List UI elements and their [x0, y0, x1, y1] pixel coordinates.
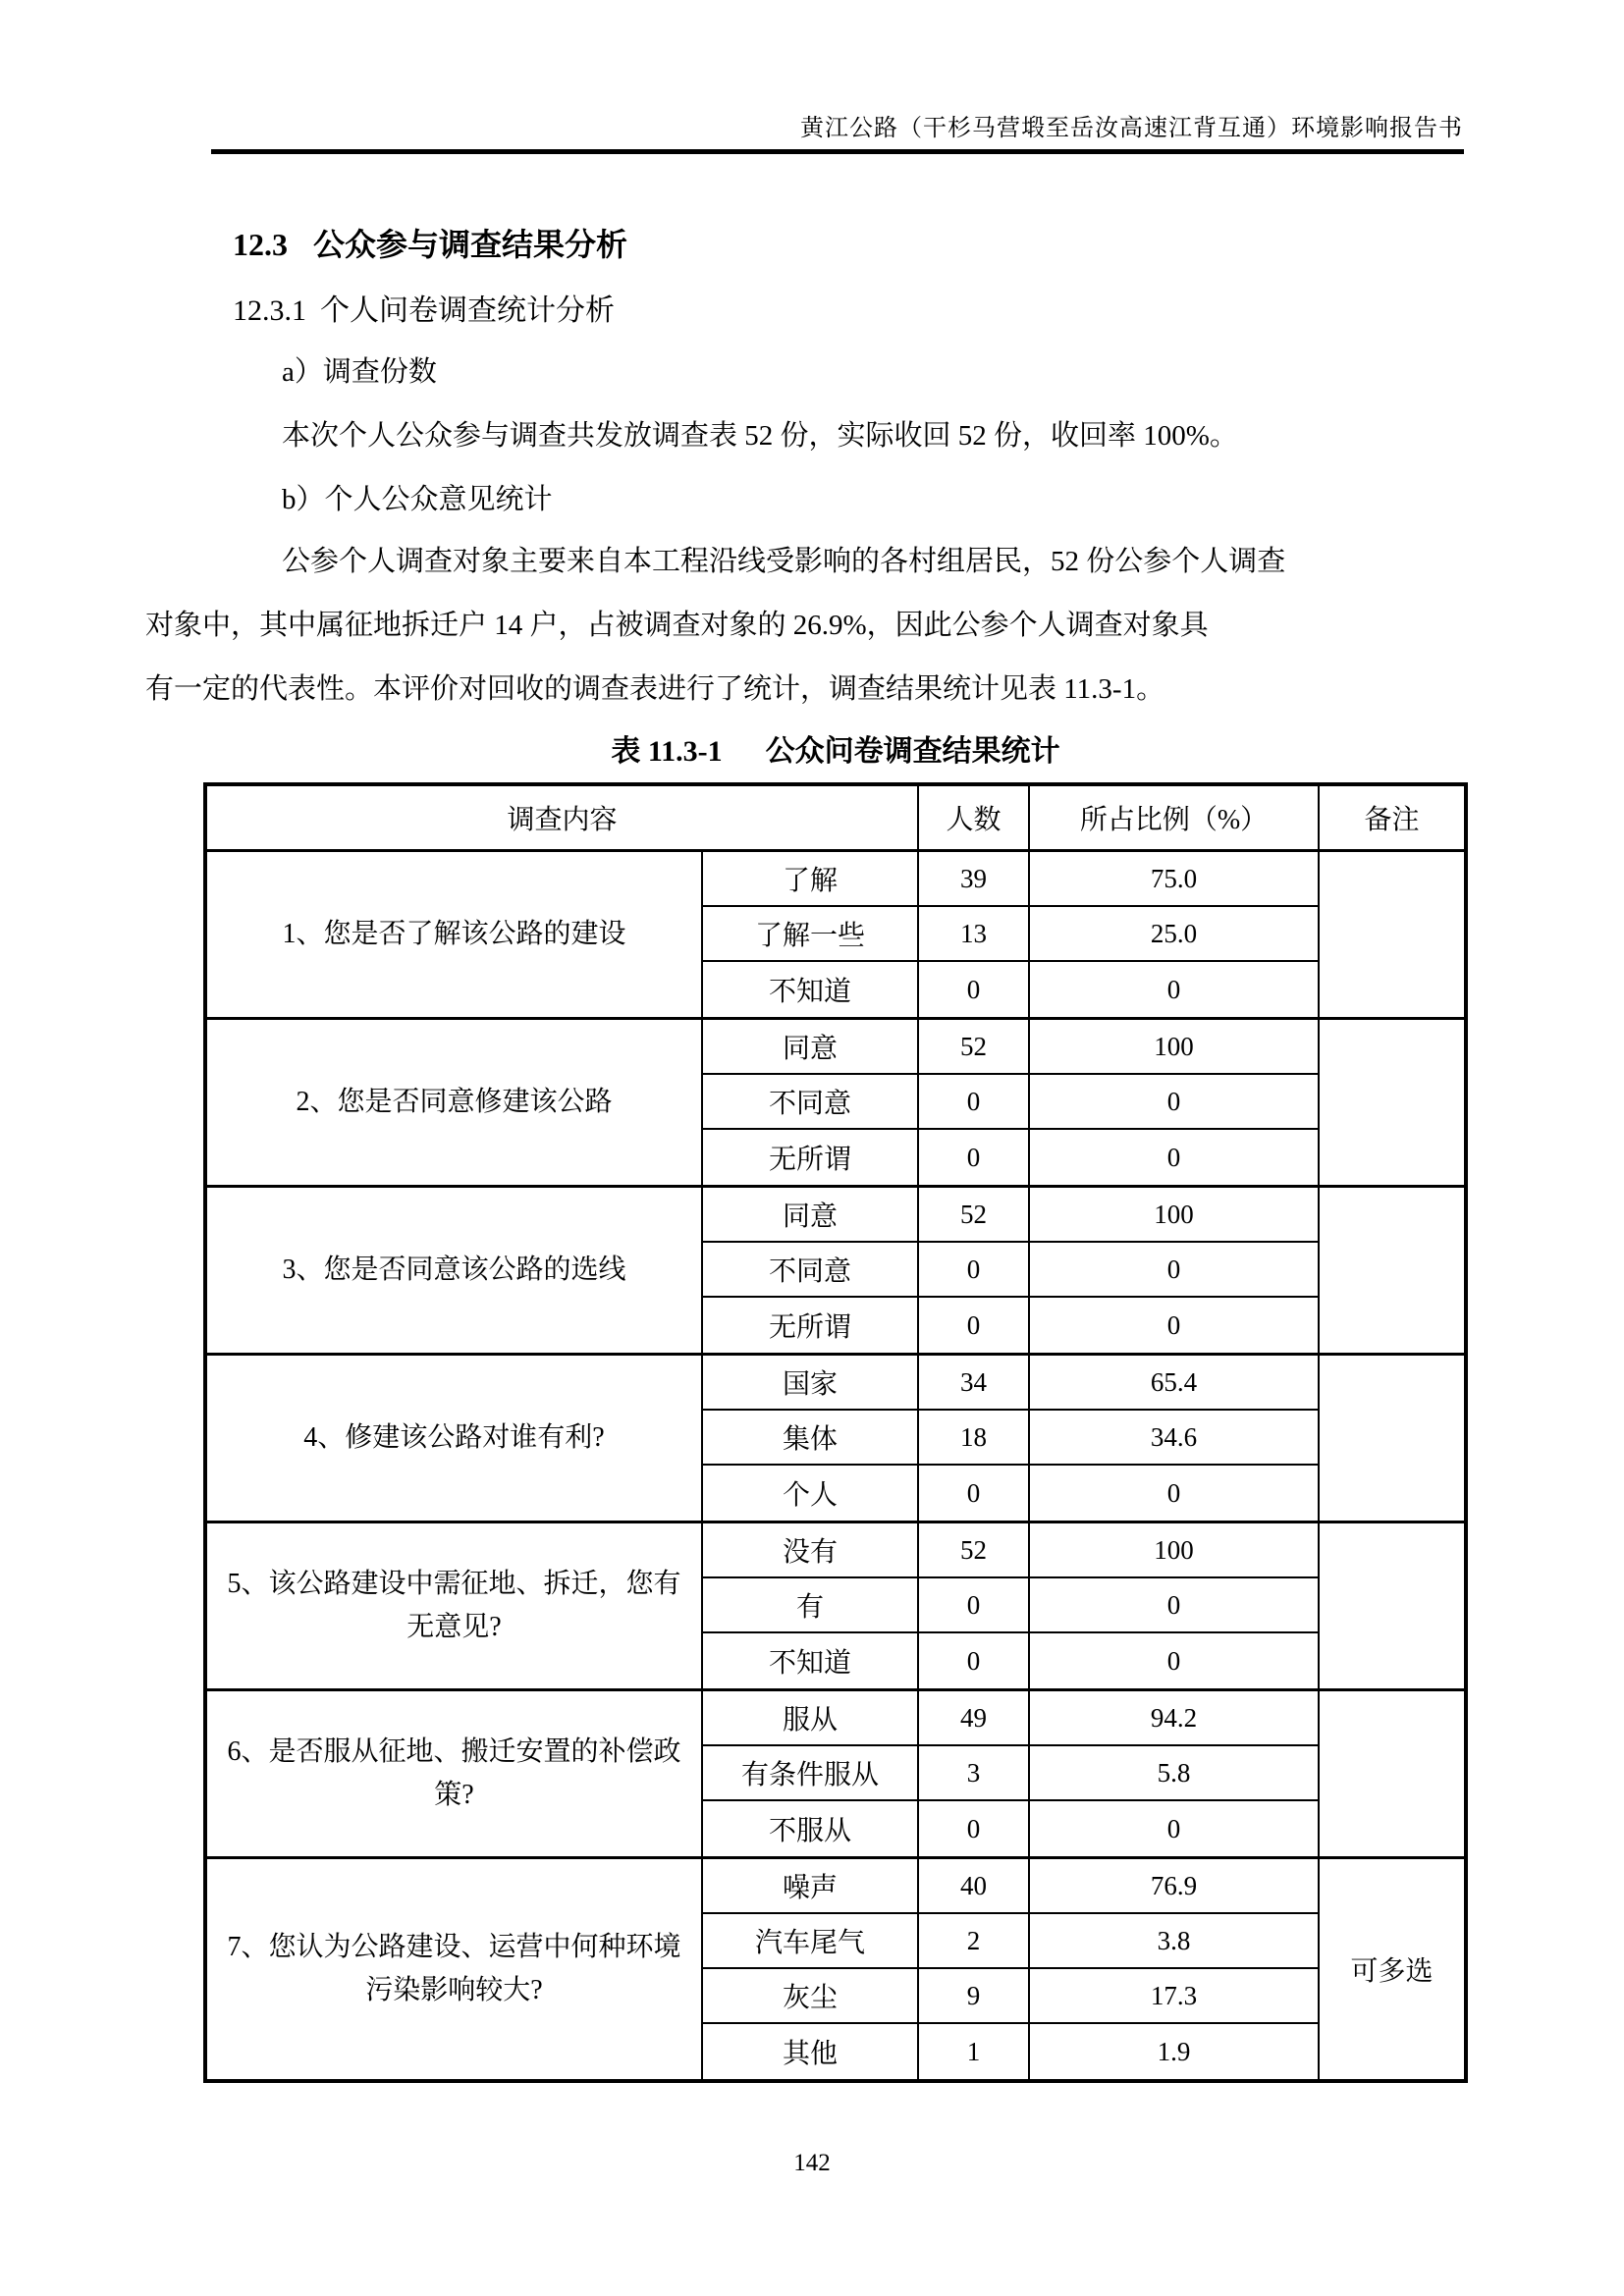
options-block [703, 1691, 1318, 1856]
count-cell: 0 [919, 1243, 1030, 1296]
ratio-cell: 100 [1154, 1534, 1194, 1565]
remark-cell [1318, 1020, 1464, 1185]
count-cell: 3 [919, 1746, 1030, 1799]
table-row [703, 1356, 1318, 1411]
column-header-content: 调查内容 [207, 786, 919, 849]
option-cell: 同意 [703, 1020, 919, 1073]
paragraph-survey-counts: 本次个人公众参与调查共发放调查表 52 份，实际收回 52 份，收回率 100%。 [282, 420, 1238, 452]
header-rule [211, 149, 1464, 154]
table-row [703, 1075, 1318, 1130]
count-cell: 52 [919, 1523, 1030, 1576]
remark-cell [1318, 1691, 1464, 1856]
survey-results-table [203, 782, 1468, 2083]
ratio-cell: 1.9 [1157, 2036, 1191, 2066]
list-item-b: b）个人公众意见统计 [282, 484, 553, 515]
option-cell: 同意 [703, 1188, 919, 1241]
table-row [703, 1020, 1318, 1075]
option-cell: 汽车尾气 [703, 1914, 919, 1967]
ratio-cell: 0 [1166, 1477, 1181, 1508]
options-block [703, 1356, 1318, 1521]
ratio-cell: 0 [1166, 1645, 1181, 1676]
question-cell: 7、您认为公路建设、运营中何种环境污染影响较大? [207, 1859, 703, 2079]
table-row [703, 1914, 1318, 1969]
option-cell: 其他 [703, 2024, 919, 2079]
count-cell: 52 [919, 1020, 1030, 1073]
ratio-cell: 34.6 [1150, 1421, 1198, 1452]
remark-cell: 可多选 [1318, 1859, 1464, 2079]
option-cell: 不服从 [703, 1801, 919, 1856]
question-cell: 6、是否服从征地、搬迁安置的补偿政策? [207, 1691, 703, 1856]
table-row [703, 852, 1318, 907]
option-cell: 集体 [703, 1411, 919, 1464]
ratio-cell: 100 [1154, 1199, 1194, 1229]
ratio-cell: 65.4 [1150, 1366, 1198, 1397]
option-cell: 了解 [703, 852, 919, 905]
table-row [703, 1188, 1318, 1243]
question-cell: 4、修建该公路对谁有利? [207, 1356, 703, 1521]
page-number: 142 [793, 2150, 831, 2176]
option-cell: 不同意 [703, 1243, 919, 1296]
count-cell: 13 [919, 907, 1030, 960]
ratio-cell: 100 [1154, 1031, 1194, 1061]
remark-cell [1318, 1188, 1464, 1353]
count-cell: 0 [919, 1130, 1030, 1185]
count-cell: 39 [919, 852, 1030, 905]
table-row [703, 1130, 1318, 1185]
option-cell: 没有 [703, 1523, 919, 1576]
ratio-cell: 94.2 [1150, 1702, 1198, 1733]
table-group-5 [207, 1523, 1464, 1691]
option-cell: 有条件服从 [703, 1746, 919, 1799]
remark-cell [1318, 1356, 1464, 1521]
options-block [703, 1188, 1318, 1353]
subsection-number: 12.3.1 [233, 294, 306, 327]
subsection-title: 个人问卷调查统计分析 [320, 294, 615, 327]
option-cell: 无所谓 [703, 1298, 919, 1353]
table-group-6 [207, 1691, 1464, 1859]
table-row [703, 1801, 1318, 1856]
table-group-3 [207, 1188, 1464, 1356]
ratio-cell: 0 [1166, 1813, 1181, 1843]
table-row [703, 907, 1318, 962]
table-row [703, 1243, 1318, 1298]
ratio-cell: 17.3 [1150, 1980, 1198, 2010]
table-group-2 [207, 1020, 1464, 1188]
table-header-row [207, 786, 1464, 852]
ratio-cell: 0 [1166, 974, 1181, 1004]
question-cell: 3、您是否同意该公路的选线 [207, 1188, 703, 1353]
ratio-cell: 0 [1166, 1309, 1181, 1340]
table-row [703, 1969, 1318, 2024]
section-number: 12.3 [233, 227, 288, 262]
section-title: 公众参与调查结果分析 [313, 227, 628, 262]
table-row [703, 1298, 1318, 1353]
ratio-cell: 75.0 [1150, 863, 1198, 893]
paragraph-line: 公参个人调查对象主要来自本工程沿线受影响的各村组居民，52 份公参个人调查 [282, 546, 1286, 577]
option-cell: 有 [703, 1578, 919, 1631]
count-cell: 1 [919, 2024, 1030, 2079]
options-block [703, 1523, 1318, 1688]
ratio-cell: 3.8 [1157, 1925, 1191, 1955]
count-cell: 0 [919, 962, 1030, 1017]
section-heading-12-3 [233, 220, 627, 265]
table-group-4 [207, 1356, 1464, 1523]
column-header-ratio: 所占比例（%） [1079, 805, 1269, 835]
option-cell: 不同意 [703, 1075, 919, 1128]
paragraph-line: 对象中，其中属征地拆迁户 14 户，占被调查对象的 26.9%，因此公参个人调查对象具 [145, 610, 1209, 641]
count-cell: 18 [919, 1411, 1030, 1464]
ratio-cell: 0 [1166, 1589, 1181, 1620]
table-group-7 [207, 1859, 1464, 2079]
options-block [703, 1020, 1318, 1185]
table-caption [203, 726, 1468, 770]
option-cell: 无所谓 [703, 1130, 919, 1185]
running-header-title: 黄江公路（干杉马营塅至岳汝高速江背互通）环境影响报告书 [800, 116, 1463, 141]
table-row [703, 2024, 1318, 2079]
paragraph-line: 有一定的代表性。本评价对回收的调查表进行了统计，调查结果统计见表 11.3-1。 [145, 673, 1165, 705]
question-cell: 5、该公路建设中需征地、拆迁，您有无意见? [207, 1523, 703, 1688]
count-cell: 0 [919, 1075, 1030, 1128]
column-header-count: 人数 [919, 786, 1030, 849]
question-cell: 1、您是否了解该公路的建设 [207, 852, 703, 1017]
count-cell: 34 [919, 1356, 1030, 1409]
count-cell: 0 [919, 1466, 1030, 1521]
remark-cell [1318, 1523, 1464, 1688]
remark-cell [1318, 852, 1464, 1017]
ratio-cell: 0 [1166, 1254, 1181, 1284]
option-cell: 了解一些 [703, 907, 919, 960]
table-row [703, 1578, 1318, 1633]
ratio-cell: 25.0 [1150, 918, 1198, 948]
list-item-a: a）调查份数 [282, 356, 437, 388]
table-row [703, 1466, 1318, 1521]
table-number: 表 11.3-1 [611, 735, 723, 768]
ratio-cell: 0 [1166, 1142, 1181, 1172]
table-row [703, 1523, 1318, 1578]
table-row [703, 1633, 1318, 1688]
table-row [703, 962, 1318, 1017]
option-cell: 不知道 [703, 1633, 919, 1688]
count-cell: 2 [919, 1914, 1030, 1967]
table-row [703, 1411, 1318, 1466]
count-cell: 52 [919, 1188, 1030, 1241]
options-block [703, 1859, 1318, 2079]
option-cell: 不知道 [703, 962, 919, 1017]
table-row [703, 1691, 1318, 1746]
option-cell: 服从 [703, 1691, 919, 1744]
table-group-1 [207, 852, 1464, 1020]
option-cell: 灰尘 [703, 1969, 919, 2022]
count-cell: 9 [919, 1969, 1030, 2022]
question-cell: 2、您是否同意修建该公路 [207, 1020, 703, 1185]
count-cell: 0 [919, 1578, 1030, 1631]
table-title: 公众问卷调查结果统计 [765, 735, 1060, 768]
ratio-cell: 5.8 [1157, 1757, 1191, 1788]
subsection-heading-12-3-1 [233, 286, 615, 329]
ratio-cell: 76.9 [1150, 1870, 1198, 1900]
column-header-remark: 备注 [1318, 786, 1464, 849]
table-row [703, 1746, 1318, 1801]
count-cell: 0 [919, 1633, 1030, 1688]
option-cell: 国家 [703, 1356, 919, 1409]
count-cell: 40 [919, 1859, 1030, 1912]
options-block [703, 852, 1318, 1017]
option-cell: 噪声 [703, 1859, 919, 1912]
count-cell: 0 [919, 1801, 1030, 1856]
option-cell: 个人 [703, 1466, 919, 1521]
count-cell: 49 [919, 1691, 1030, 1744]
count-cell: 0 [919, 1298, 1030, 1353]
ratio-cell: 0 [1166, 1086, 1181, 1116]
table-row [703, 1859, 1318, 1914]
paragraph-respondents [145, 530, 1481, 721]
